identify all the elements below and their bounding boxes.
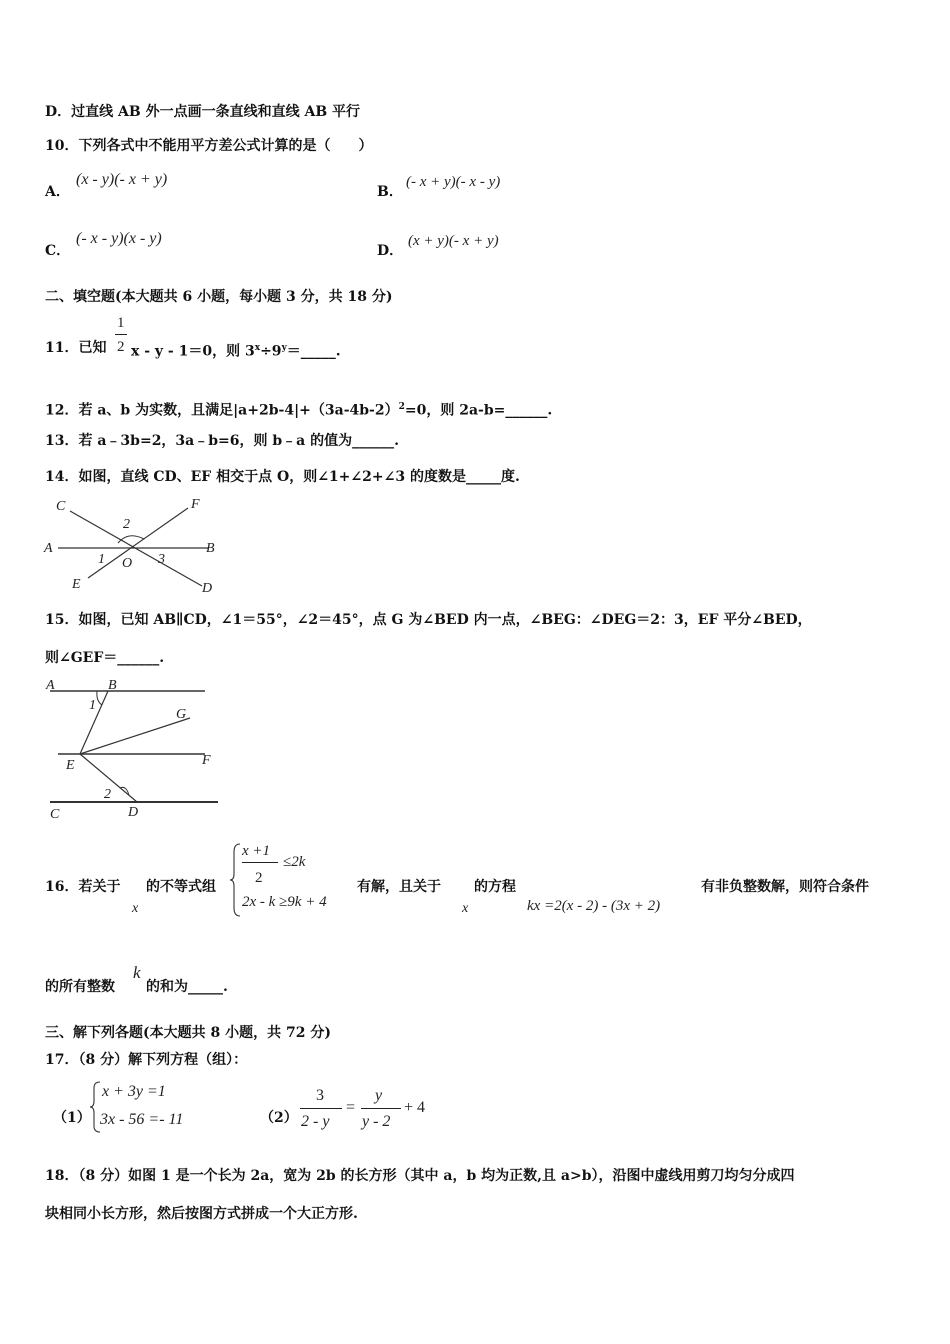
q15-label-d: D (128, 805, 139, 820)
q14-angle-2: 2 (123, 517, 130, 532)
q16-brace (230, 842, 242, 918)
q16-line2a: 的所有整数 (45, 979, 115, 995)
q17-p2-bar2 (361, 1108, 401, 1109)
q16-equation: kx =2(x - 2) - (3x + 2) (527, 898, 661, 914)
q14-text: 14．如图，直线 CD、EF 相交于点 O，则∠1+∠2+∠3 的度数是_____度. (45, 469, 520, 485)
q17-p2-num1: 3 (316, 1087, 324, 1104)
q14-angle-3: 3 (158, 552, 165, 567)
q16-sys2: 2x - k ≥9k + 4 (242, 894, 327, 910)
q10-d-expr: (x + y)(- x + y) (408, 233, 499, 249)
q15-label-b: B (108, 678, 117, 693)
section2-title: 二、填空题(本大题共 6 小题，每小题 3 分，共 18 分) (45, 289, 393, 305)
q16-part5: 有非负整数解，则符合条件 (701, 879, 869, 895)
q14-label-f: F (191, 497, 200, 512)
q17-part1-label: （1） (53, 1110, 91, 1126)
q16-sys1-den: 2 (255, 870, 263, 886)
q16-line2b: 的和为_____. (146, 979, 228, 995)
q10-b-expr: (- x + y)(- x - y) (406, 174, 501, 190)
q16-sys1-rhs: ≤2k (283, 854, 306, 870)
q17-p2-tail: + 4 (404, 1099, 426, 1116)
q11-frac-den: 2 (117, 339, 125, 355)
q14-label-b: B (206, 541, 215, 556)
q15-angle-1: 1 (89, 698, 96, 713)
q16-var-x1: x (132, 901, 139, 916)
q17-p2-bar1 (300, 1108, 342, 1109)
q16-part1: 16．若关于 (45, 879, 121, 895)
q16-var-x2: x (462, 901, 469, 916)
q15-line2: 则∠GEF＝______. (45, 650, 165, 666)
q15-label-c: C (50, 807, 60, 822)
q14-label-c: C (56, 499, 66, 514)
q10-a-expr: (x - y)(- x + y) (76, 171, 168, 188)
q17-stem: 17．（8 分）解下列方程（组）： (45, 1052, 248, 1068)
q17-p2-equals: = (346, 1099, 356, 1116)
q10-stem: 10．下列各式中不能用平方差公式计算的是（ ） (45, 138, 373, 154)
q14-label-e: E (72, 577, 81, 592)
q9-option-d: D．过直线 AB 外一点画一条直线和直线 AB 平行 (45, 104, 361, 120)
q18-line2: 块相同小长方形，然后按图方式拼成一个大正方形. (45, 1206, 358, 1222)
q15-figure (40, 675, 230, 830)
q14-label-a: A (44, 541, 53, 556)
q10-b-label: B． (377, 184, 403, 200)
q15-label-e: E (66, 758, 75, 773)
q10-c-expr: (- x - y)(x - y) (76, 230, 162, 247)
q16-part2: 的不等式组 (146, 879, 216, 895)
q15-angle-2: 2 (104, 787, 111, 802)
q14-figure (40, 495, 230, 600)
q13-text: 13．若 a﹣3b=2，3a﹣b=6，则 b﹣a 的值为______. (45, 433, 399, 449)
q11-frac-num: 1 (117, 315, 125, 331)
q16-sys1-num: x +1 (242, 843, 271, 859)
q14-angle-1: 1 (98, 552, 105, 567)
q10-d-label: D． (377, 243, 404, 259)
q14-label-o: O (122, 556, 133, 571)
q14-label-d: D (202, 581, 213, 596)
q15-line1: 15．如图，已知 AB∥CD，∠1＝55°，∠2＝45°，点 G 为∠BED 内一点，∠BEG：∠DEG＝2：3，EF 平分∠BED， (45, 612, 812, 628)
q16-part3: 有解，且关于 (357, 879, 441, 895)
q17-part2-label: （2） (260, 1110, 298, 1126)
q15-label-a: A (46, 678, 55, 693)
q17-p2-den1: 2 - y (301, 1113, 330, 1130)
q18-line1: 18．（8 分）如图 1 是一个长为 2a，宽为 2b 的长方形（其中 a，b 均为正数,且 a>b），沿图中虚线用剪刀均匀分成四 (45, 1168, 795, 1184)
q16-k-var: k (133, 963, 141, 982)
q17-p2-den2: y - 2 (362, 1113, 391, 1130)
q10-a-label: A． (45, 184, 70, 200)
q16-part4: 的方程 (474, 879, 516, 895)
q10-c-label: C． (45, 243, 71, 259)
q17-p1-eq2: 3x - 56 =- 11 (100, 1111, 184, 1128)
q11-frac-bar (115, 334, 127, 335)
q17-p1-eq1: x + 3y =1 (102, 1083, 166, 1100)
q16-sys1-bar (242, 862, 278, 863)
q17-p2-num2: y (375, 1087, 383, 1104)
q15-label-f: F (202, 753, 211, 768)
q12-text: 12．若 a、b 为实数，且满足$|a+2b-4|+(3a-4b-2)^2=0$，则 2a-b=______. (45, 402, 553, 419)
q15-label-g: G (176, 707, 187, 722)
section3-title: 三、解下列各题(本大题共 8 小题，共 72 分) (45, 1025, 331, 1041)
q11-num: 11．已知 (45, 340, 107, 356)
q11-text: x - y - 1＝0，则 $3^x\div 9^y=\_\_\_\_\_$. (131, 343, 341, 360)
